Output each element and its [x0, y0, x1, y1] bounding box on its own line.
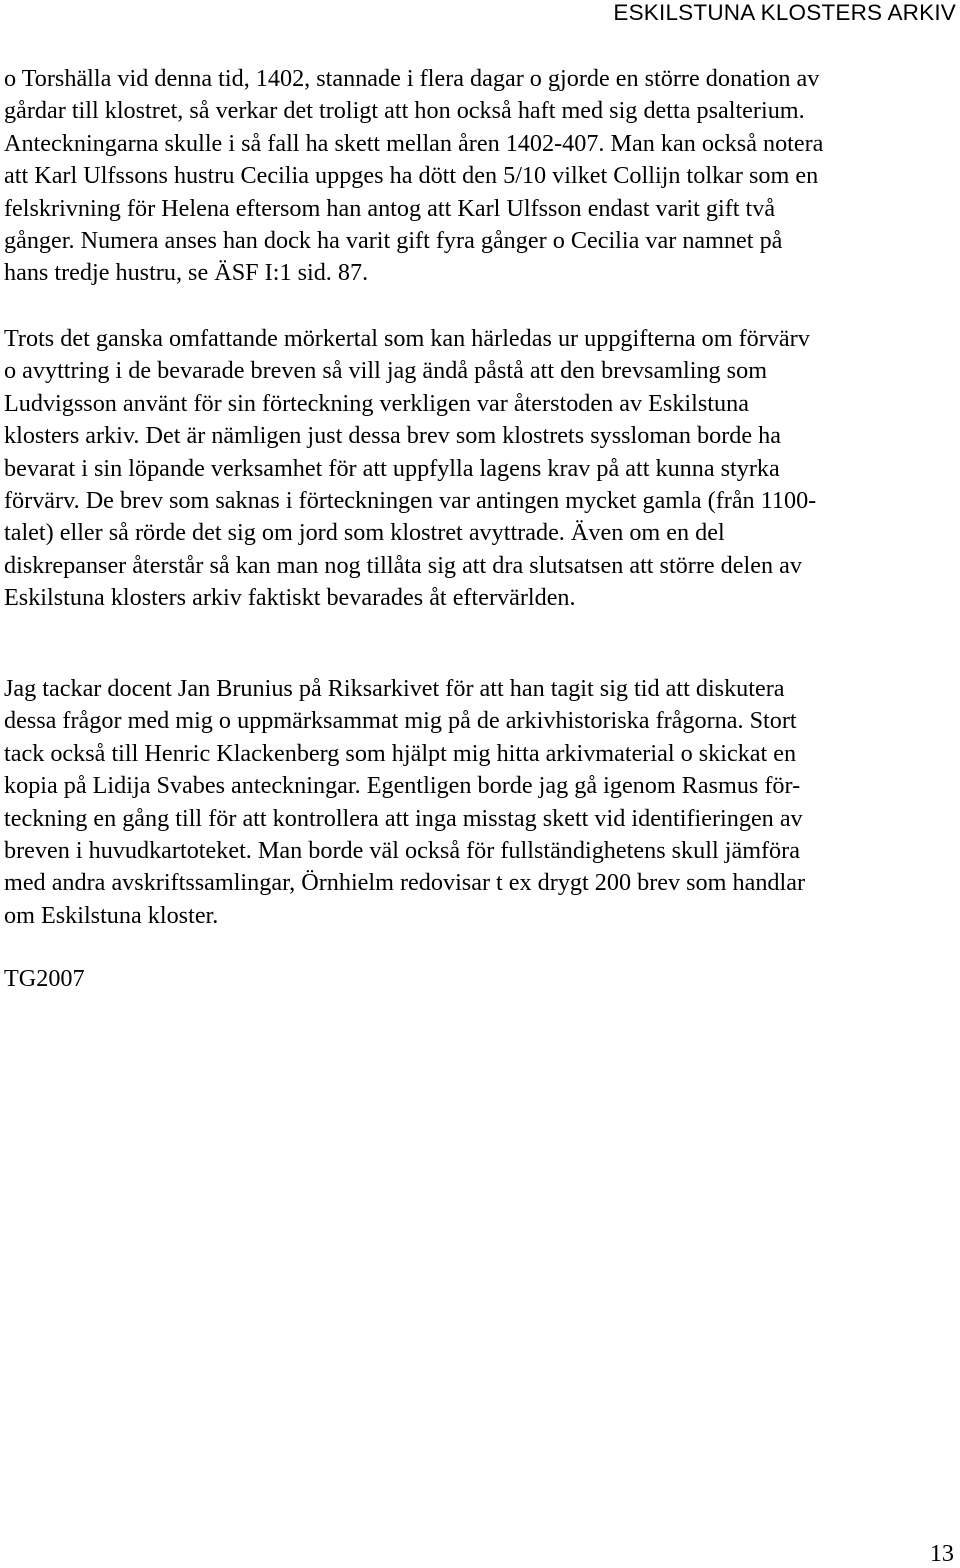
paragraph-torshalla: [4, 63, 954, 290]
text-line: o avyttring i de bevarade breven så vill jag ändå påstå att den brevsamling som: [4, 357, 768, 385]
text-line: Jag tackar docent Jan Brunius på Riksarkivet för att han tagit sig tid att diskutera: [4, 675, 785, 702]
paragraph-morkertal: [4, 323, 954, 615]
text-line: förvärv. De brev som saknas i förteckningen var antingen mycket gamla (från 1100-: [4, 486, 817, 514]
text-line: gårdar till klostret, så verkar det troligt att hon också haft med sig detta psalterium.: [4, 97, 805, 125]
text-line: gånger. Numera anses han dock ha varit gift fyra gånger o Cecilia var namnet på: [4, 226, 783, 254]
text-line: med andra avskriftssamlingar, Örnhielm redovisar t ex drygt 200 brev som handlar: [4, 869, 806, 897]
text-line: Ludvigsson använt för sin förteckning verkligen var återstoden av Eskilstuna: [4, 389, 749, 417]
page-number: 13: [929, 1540, 954, 1567]
text-line: diskrepanser återstår så kan man nog tillåta sig att dra slutsatsen att större delen av: [4, 551, 802, 579]
running-header: ESKILSTUNA KLOSTERS ARKIV: [613, 0, 956, 25]
text-line: dessa frågor med mig o uppmärksammat mig på de arkivhistoriska frågorna. Stort: [4, 707, 797, 735]
text-line: tack också till Henric Klackenberg som hjälpt mig hitta arkivmaterial o skickat en: [4, 739, 797, 767]
text-line: att Karl Ulfssons hustru Cecilia uppges ha dött den 5/10 vilket Collijn tolkar som en: [4, 162, 819, 190]
text-line: Anteckningarna skulle i så fall ha skett mellan åren 1402-407. Man kan också notera: [4, 129, 824, 157]
text-line: breven i huvudkartoteket. Man borde väl också för fullständighetens skull jämföra: [4, 836, 800, 864]
text-line: felskrivning för Helena eftersom han antog att Karl Ulfsson endast varit gift två: [4, 194, 776, 222]
text-line: bevarat i sin löpande verksamhet för att uppfylla lagens krav på att kunna styrka: [4, 454, 780, 482]
text-line: teckning en gång till för att kontrollera att inga misstag skett vid identifieringen av: [4, 804, 803, 832]
text-line: hans tredje hustru, se ÄSF I:1 sid. 87.: [4, 259, 369, 287]
text-line: Eskilstuna klosters arkiv faktiskt bevarades åt eftervärlden.: [4, 584, 576, 612]
text-line: o Torshälla vid denna tid, 1402, stannade i flera dagar o gjorde en större donation av: [4, 65, 820, 92]
author-signature: TG2007: [4, 965, 85, 992]
text-line: klosters arkiv. Det är nämligen just dessa brev som klostrets syssloman borde ha: [4, 422, 781, 450]
text-line: kopia på Lidija Svabes anteckningar. Egentligen borde jag gå igenom Rasmus för-: [4, 772, 801, 800]
paragraph-acknowledgements: [4, 673, 954, 932]
text-line: Trots det ganska omfattande mörkertal som kan härledas ur uppgifterna om förvärv: [4, 325, 810, 352]
text-line: talet) eller så rörde det sig om jord som klostret avyttrade. Även om en del: [4, 519, 725, 547]
text-line: om Eskilstuna kloster.: [4, 901, 219, 929]
